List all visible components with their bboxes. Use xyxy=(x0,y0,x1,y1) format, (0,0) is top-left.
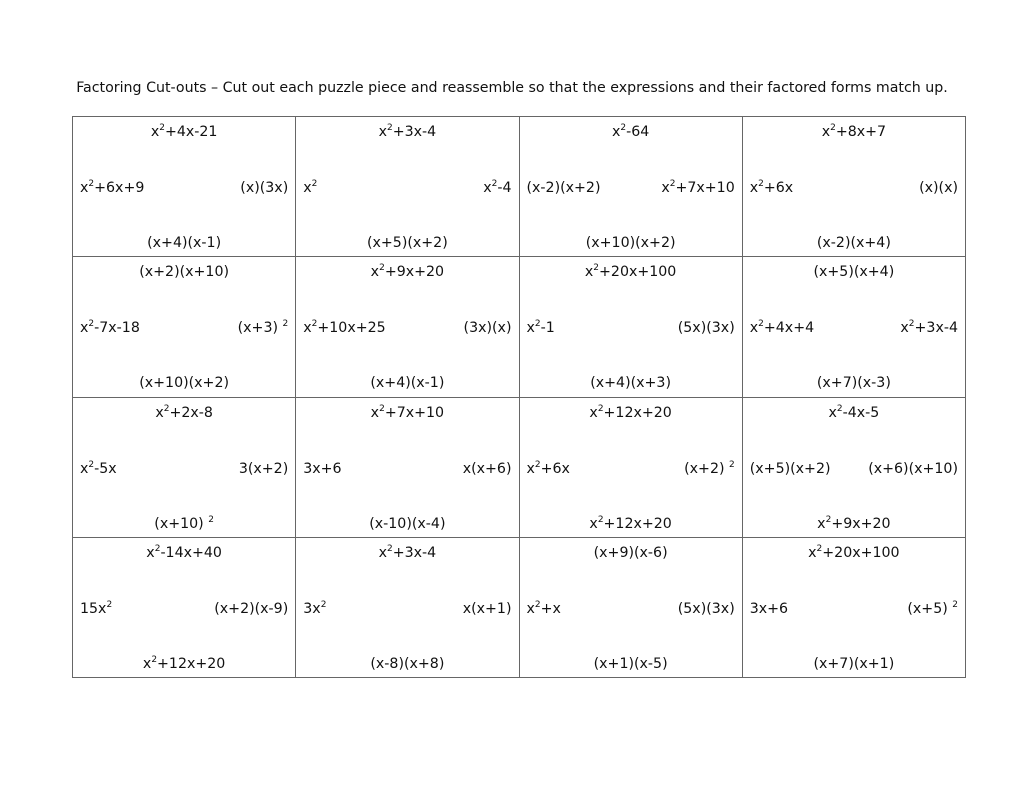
piece-left-expression: $x^2$ xyxy=(303,179,318,196)
puzzle-piece xyxy=(73,257,296,397)
puzzle-piece xyxy=(743,257,966,397)
piece-top-expression: $x^2+12x+20$ xyxy=(589,403,672,421)
piece-left-expression: $x^2+6x+9$ xyxy=(80,179,145,196)
piece-top-expression: $x^2+7x+10$ xyxy=(370,403,445,421)
piece-bottom-expression: (x+10)(x+2) xyxy=(139,375,230,392)
piece-left-expression: $15x^2$ xyxy=(80,599,113,617)
piece-right-expression: $x^2-4$ xyxy=(483,179,512,196)
piece-right-expression: (5x)(3x) xyxy=(677,320,735,337)
piece-bottom-expression: $x^2+12x+20$ xyxy=(589,514,672,532)
piece-left-expression: $x^2-7x-18$ xyxy=(80,319,140,337)
piece-left-expression: 3x+6 xyxy=(749,600,789,617)
piece-bottom-expression: (x+7)(x-3) xyxy=(816,375,891,392)
piece-top-expression: (x+2)(x+10) xyxy=(139,264,230,281)
piece-bottom-expression: (x+4)(x+3) xyxy=(590,375,671,392)
piece-right-expression: (3x)(x) xyxy=(463,320,512,337)
piece-left-expression: (x+5)(x+2) xyxy=(749,460,831,477)
piece-right-expression: x(x+1) xyxy=(462,600,512,617)
piece-left-expression: (x-2)(x+2) xyxy=(526,180,601,196)
piece-bottom-expression: (x+4)(x-1) xyxy=(147,235,222,252)
piece-left-expression: $x^2+4x+4$ xyxy=(749,319,815,337)
piece-top-expression: $x^2+3x-4$ xyxy=(378,543,437,561)
piece-left-expression: $x^2+10x+25$ xyxy=(303,319,386,337)
piece-right-expression: x(x+6) xyxy=(462,460,512,477)
piece-bottom-expression: (x+1)(x-5) xyxy=(593,655,668,672)
piece-bottom-expression: (x-8)(x+8) xyxy=(370,655,445,672)
piece-top-expression: $x^2+4x-21$ xyxy=(150,123,218,140)
piece-left-expression: $x^2+6x$ xyxy=(749,179,794,196)
piece-bottom-expression: (x+4)(x-1) xyxy=(370,375,445,392)
piece-top-expression: $x^2+8x+7$ xyxy=(821,123,887,140)
piece-bottom-expression: (x+10) $^2$ xyxy=(154,514,214,532)
piece-top-expression: $x^2+2x-8$ xyxy=(155,403,213,421)
piece-top-expression: $x^2+3x-4$ xyxy=(378,123,437,140)
piece-top-expression: $x^2+9x+20$ xyxy=(370,263,445,281)
piece-right-expression: $x^2+3x-4$ xyxy=(900,319,958,337)
piece-bottom-expression: (x-2)(x+4) xyxy=(816,235,891,252)
page-title: Factoring Cut-outs – Cut out each puzzle piece and reassemble so that the expressions and their factored forms match up. xyxy=(76,80,948,96)
piece-right-expression: 3(x+2) xyxy=(238,460,289,477)
piece-left-expression: $x^2-1$ xyxy=(526,319,555,337)
piece-top-expression: $x^2-64$ xyxy=(611,123,650,140)
piece-right-expression: (x+2)(x-9) xyxy=(214,600,289,617)
puzzle-piece xyxy=(296,398,519,538)
piece-top-expression: (x+5)(x+4) xyxy=(813,264,895,281)
puzzle-piece xyxy=(520,538,743,678)
piece-bottom-expression: $x^2+12x+20$ xyxy=(142,654,226,672)
piece-bottom-expression: (x-10)(x-4) xyxy=(369,515,446,532)
piece-left-expression: 3x+6 xyxy=(303,460,342,477)
piece-bottom-expression: (x+7)(x+1) xyxy=(813,655,895,672)
puzzle-piece xyxy=(520,398,743,538)
piece-right-expression: $x^2+7x+10$ xyxy=(661,179,735,196)
puzzle-piece xyxy=(296,538,519,678)
piece-right-expression: (x)(x) xyxy=(919,180,958,196)
piece-top-expression: $x^2+20x+100$ xyxy=(584,263,677,281)
piece-left-expression: $x^2-5x$ xyxy=(80,459,117,477)
puzzle-grid xyxy=(72,116,966,678)
puzzle-piece xyxy=(520,257,743,397)
puzzle-piece xyxy=(296,257,519,397)
puzzle-piece xyxy=(520,117,743,257)
puzzle-piece xyxy=(743,117,966,257)
piece-top-expression: $x^2-14x+40$ xyxy=(146,543,222,561)
piece-left-expression: $x^2+x$ xyxy=(526,599,561,617)
puzzle-piece xyxy=(73,398,296,538)
puzzle-piece xyxy=(296,117,519,257)
puzzle-piece xyxy=(743,538,966,678)
piece-bottom-expression: (x+5)(x+2) xyxy=(366,235,448,252)
piece-right-expression: (5x)(3x) xyxy=(677,600,735,617)
puzzle-piece xyxy=(73,538,296,678)
piece-right-expression: (x+6)(x+10) xyxy=(868,460,958,477)
piece-right-expression: (x+2) $^2$ xyxy=(684,459,735,477)
piece-bottom-expression: (x+10)(x+2) xyxy=(585,235,676,252)
piece-top-expression: (x+9)(x-6) xyxy=(593,544,668,561)
piece-top-expression: $x^2-4x-5$ xyxy=(828,403,880,421)
piece-bottom-expression: $x^2+9x+20$ xyxy=(817,514,891,532)
piece-right-expression: (x+5) $^2$ xyxy=(907,599,958,617)
puzzle-piece xyxy=(743,398,966,538)
piece-right-expression: (x)(3x) xyxy=(240,180,289,196)
piece-right-expression: (x+3) $^2$ xyxy=(237,319,289,337)
piece-left-expression: $x^2+6x$ xyxy=(526,459,570,477)
piece-left-expression: $3x^2$ xyxy=(303,599,327,617)
piece-top-expression: $x^2+20x+100$ xyxy=(808,543,900,561)
puzzle-piece xyxy=(73,117,296,257)
